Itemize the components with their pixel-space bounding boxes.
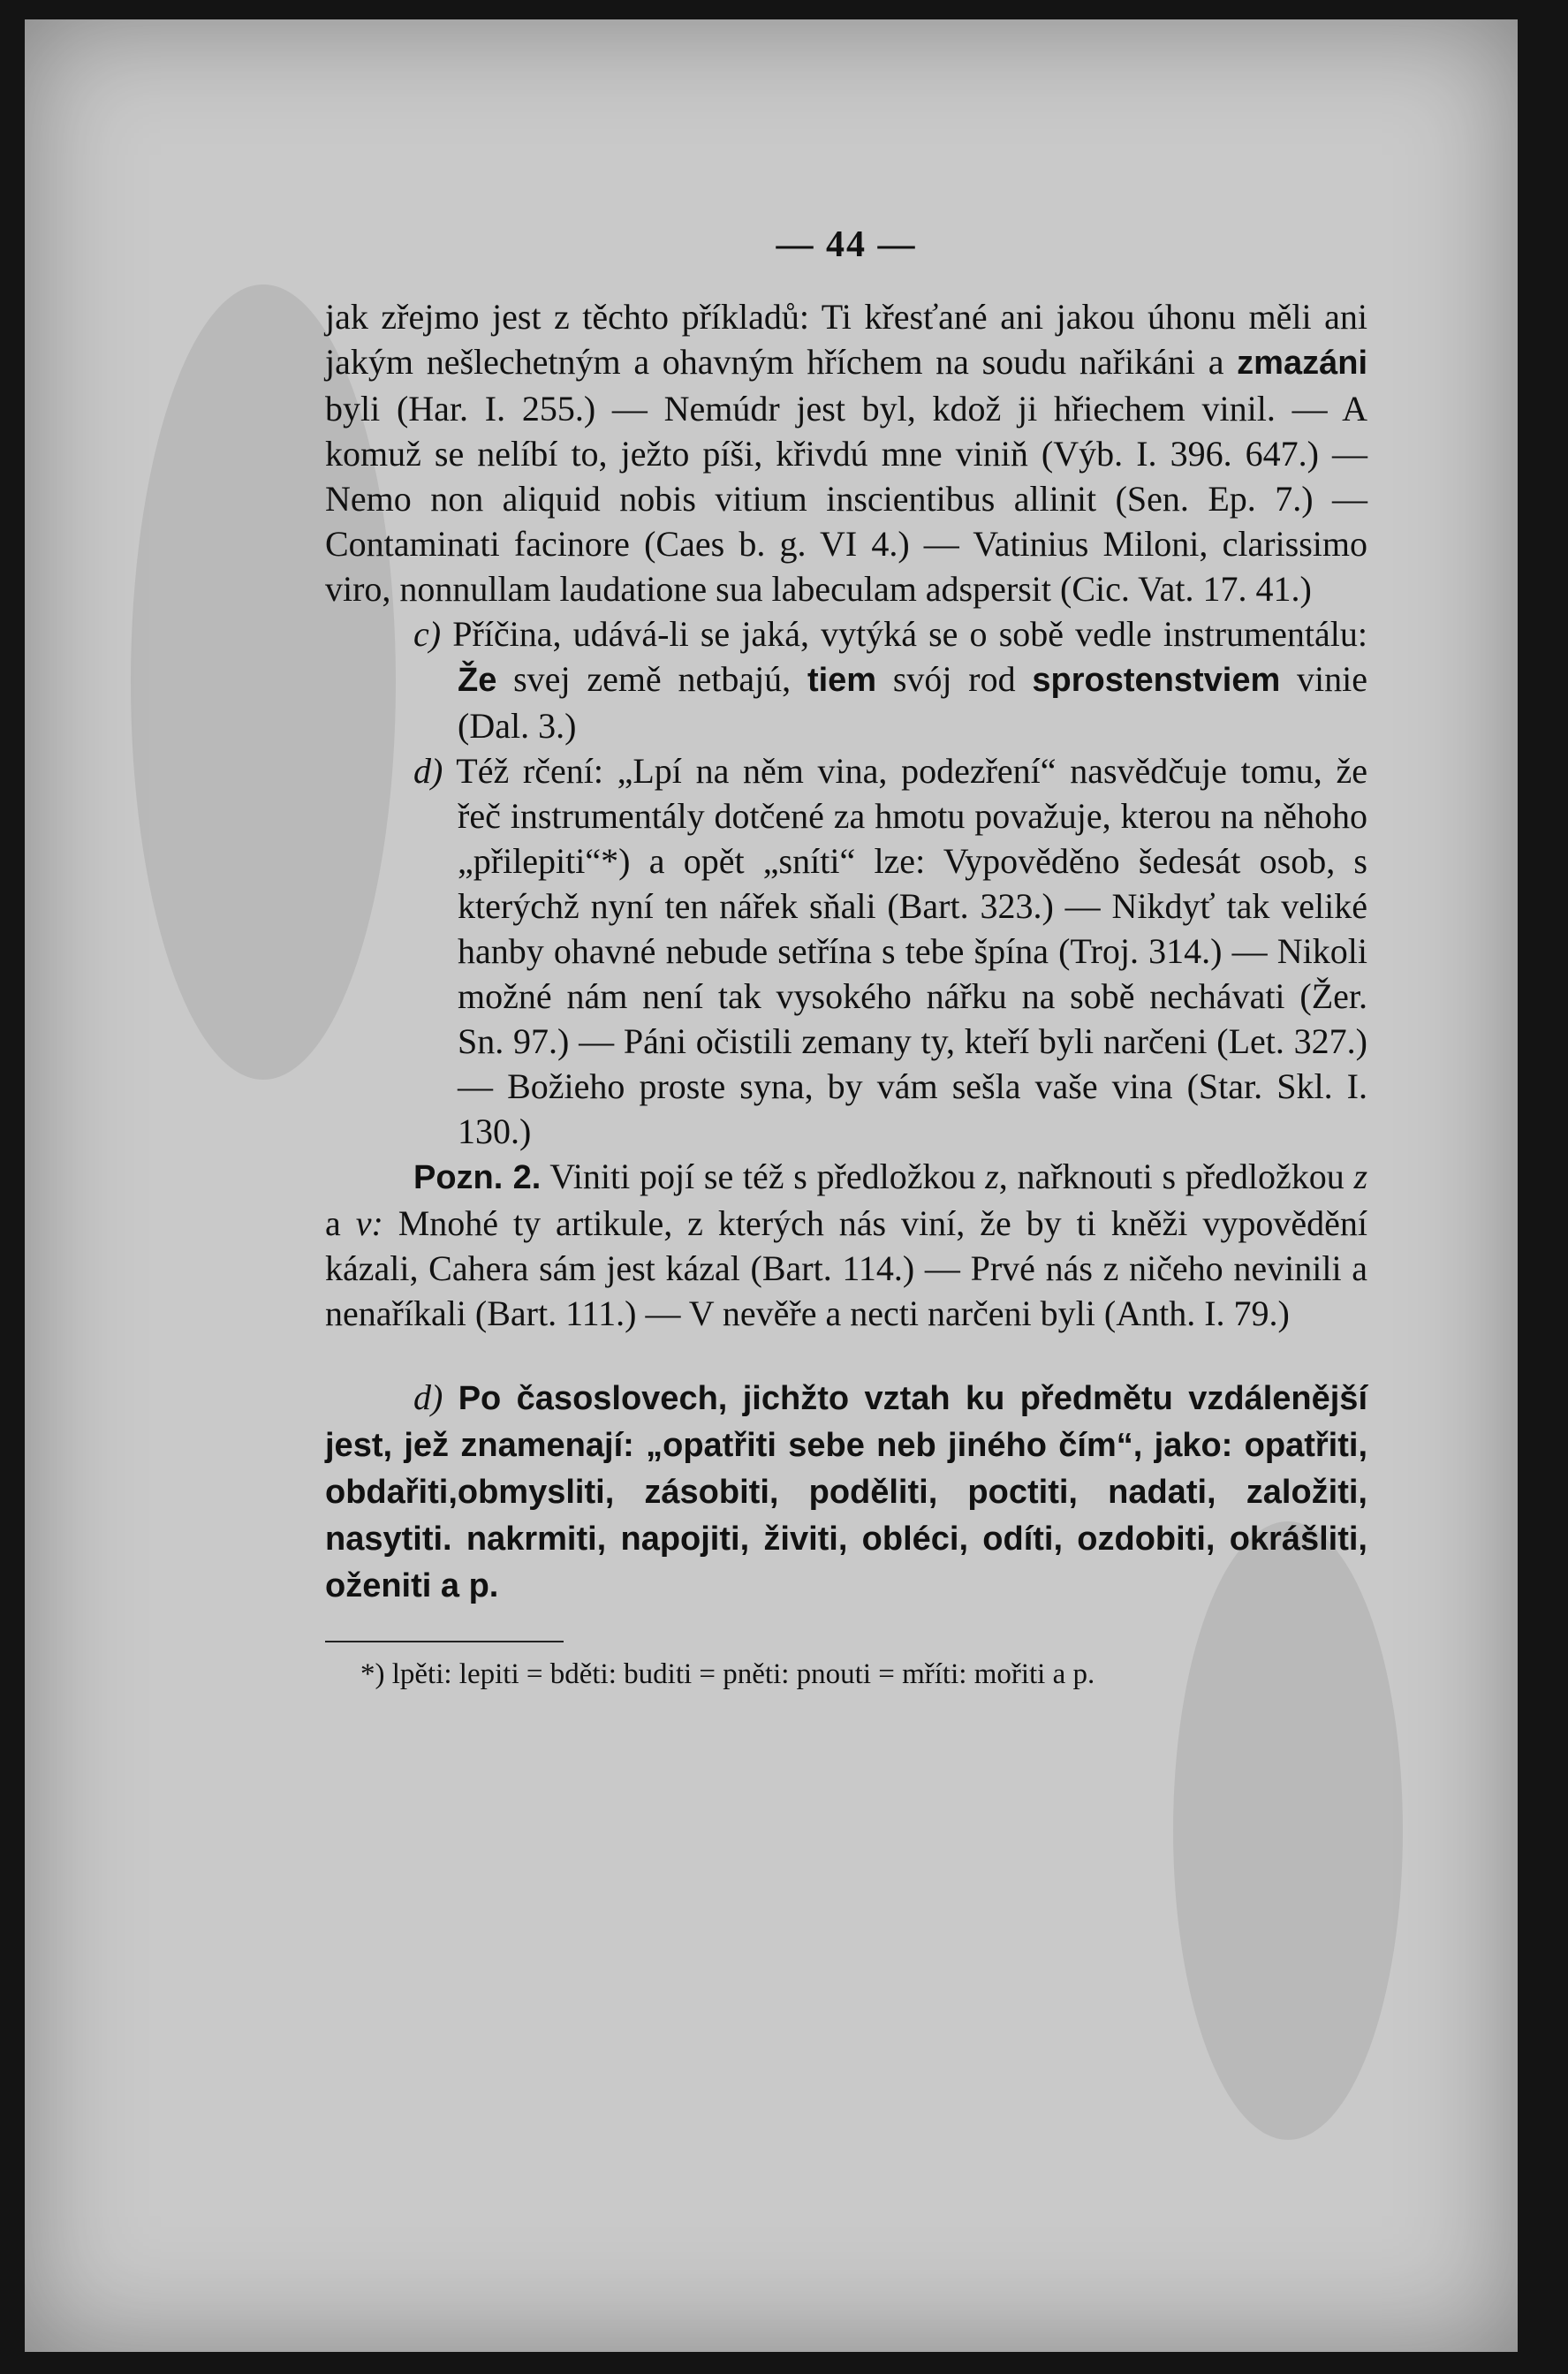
bold-term: sprostenstviem (1032, 662, 1281, 699)
footnote: *) lpěti: lepiti = bděti: buditi = pněti: pnouti = mříti: mořiti a p. (360, 1658, 1095, 1690)
paragraph-d2 (325, 1375, 1367, 1609)
italic-term: z (985, 1157, 999, 1196)
book-page (25, 19, 1518, 2352)
text-run: Příčina, udává-li se jaká, vytýká se o sobě vedle instrumentálu: (441, 614, 1367, 654)
list-marker: d) (413, 751, 443, 791)
bold-term: zmazáni (1237, 345, 1367, 382)
italic-term: z (1353, 1157, 1368, 1196)
bold-term: tiem (807, 662, 877, 699)
list-marker: c) (413, 614, 442, 654)
page-number: — 44 — (776, 224, 917, 265)
italic-term: v: (355, 1203, 383, 1243)
list-marker: d) (413, 1377, 443, 1417)
note-label: Pozn. 2. (413, 1159, 542, 1196)
paragraph-continuation (325, 294, 1367, 611)
text-run: , nařknouti s předložkou (998, 1157, 1354, 1196)
paragraph-gap (325, 1336, 1367, 1375)
text-run: Viniti pojí se též s předložkou (541, 1157, 986, 1196)
bold-paragraph: Po časoslovech, jichžto vztah ku předmětu vzdálenější jest, jež znamenají: „opatřiti sebe neb jiného čím“, jako: opatřiti, obdařiti,obmysliti, zásobiti, poděliti, poctiti, nadati, založiti, nasytiti. nakrmiti, napojiti, živiti, obléci, odíti, ozdobiti, okrášliti, oženiti a p. (325, 1380, 1367, 1604)
text-run: byli (Har. I. 255.) — Nemúdr jest byl, kdož ji hřiechem vinil. — A komuž se nelíbí to, ježto píši, křivdú mne viniň (Výb. I. 396. 647.) — Nemo non aliquid nobis vitium inscientibus allinit (Sen. Ep. 7.) — Contaminati facinore (Caes b. g. VI 4.) — Vatinius Miloni, clarissimo viro, nonnullam laudatione sua labeculam adspersit (Cic. Vat. 17. 41.) (325, 389, 1367, 609)
text-run: svój rod (876, 659, 1033, 699)
paragraph-note (325, 1154, 1367, 1336)
text-run: Též rčení: „Lpí na něm vina, podezření“ nasvědčuje tomu, že řeč instrumentály dotčené za hmotu považuje, kterou na něhoho „přilepiti“*) a opět „sníti“ lze: Vypověděno šedesát osob, s kterýchž nyní ten nářek sňali (Bart. 323.) — Nikdyť tak veliké hanby ohavné nebude setřína s tebe špína (Troj. 314.) — Nikoli možné nám není tak vysokého nářku na sobě nechávati (Žer. Sn. 97.) — Páni očistili zemany ty, kteří byli narčeni (Let. 327.) — Božieho proste syna, by vám sešla vaše vina (Star. Skl. I. 130.) (443, 751, 1367, 1151)
text-run: vinie (Dal. 3.) (458, 659, 1368, 746)
bold-term: Že (458, 662, 497, 699)
paragraph-c (325, 611, 1367, 748)
text-run: svej země netbajú, (496, 659, 807, 699)
paragraph-d (325, 748, 1367, 1154)
text-block (325, 223, 1367, 1692)
text-run: a (325, 1203, 356, 1243)
footnote-rule (325, 1641, 564, 1642)
text-run: jak zřejmo jest z těchto příkladů: Ti křesťané ani jakou úhonu měli ani jakým nešlechetným a ohavným hříchem na soudu nařikáni a (325, 297, 1367, 382)
text-run: Mnohé ty artikule, z kterých nás viní, že by ti kněži vypovědění kázali, Cahera sám jest kázal (Bart. 114.) — Prvé nás z ničeho nevinili a nenaříkali (Bart. 111.) — V nevěře a necti narčeni byli (Anth. I. 79.) (325, 1203, 1367, 1333)
